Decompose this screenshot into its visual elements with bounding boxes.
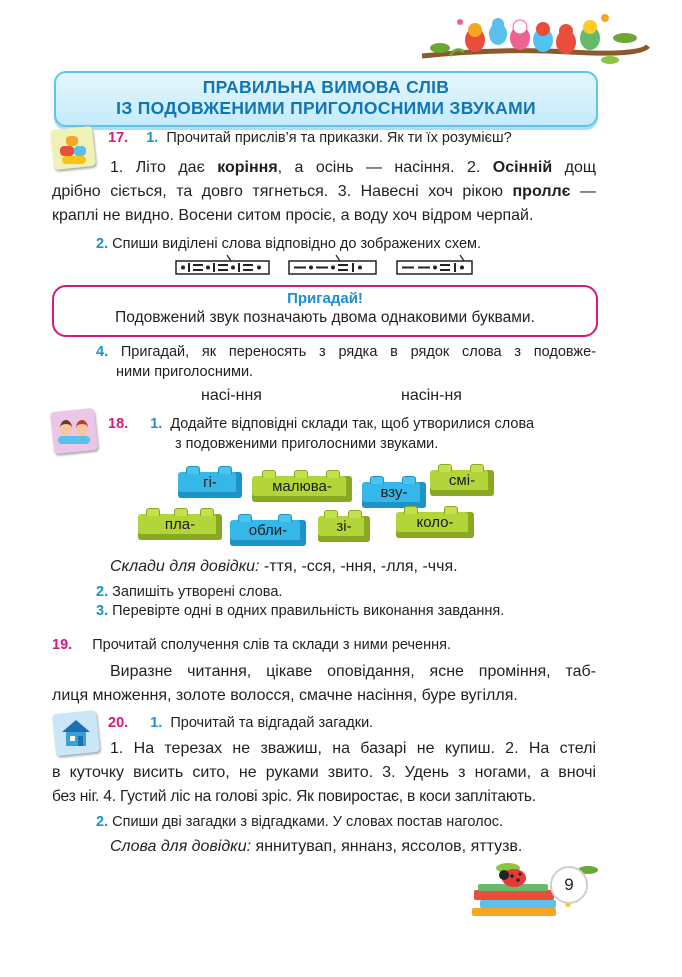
task-text: Спиши дві загадки з відгадками. У словах постав наголос. [112,814,504,830]
brick-label: смі- [448,471,476,489]
task-17-4 [96,342,596,382]
exercise-19-header [52,635,451,655]
bold-word: коріння [217,159,278,176]
page-number: 9 [564,875,574,894]
text: 1. Літо дає [110,159,218,176]
section-title-line2: ІЗ ПОДОВЖЕНИМИ ПРИГОЛОСНИМИ ЗВУКАМИ [116,98,536,118]
riddles-line-3: без ніг. 4. Густий ліс на голові зріс. Як повиростає, в коси заплітають. [52,788,536,805]
syllable-brick [138,514,222,540]
text: , а осінь — насіння. 2. [277,159,493,176]
task-number: 2. [96,814,109,830]
text: 1. На терезах не зважиш, на базарі не купиш. 2. На стелі [110,740,596,757]
brick-label: зі- [336,517,352,535]
task-18-3 [96,601,504,621]
bird-icon [465,23,485,52]
exercise-20-header [108,713,373,733]
exercise-17-header [108,128,512,148]
task-20-2 [96,812,503,832]
task-text: Запишіть утворені слова. [112,584,283,600]
bold-word: Осінній [492,159,553,176]
bold-word: проллє [512,183,571,200]
hyphenation-example-2: насін-ня [401,387,462,404]
syllable-brick [178,472,242,498]
task-number: 2. [96,236,109,252]
exercise-number: 19. [52,637,73,653]
task-number: 1. [146,130,159,146]
task-number: 3. [96,603,109,619]
riddles-line-1 [52,737,596,761]
books-ladybug-illustration [468,850,618,920]
task-17-2 [96,234,481,254]
text: дрібно сіється, та довго тягнеться. 3. Навесні хоч рікою [52,183,513,200]
task-text: Перевірте одні в одних правильність виконання завдання. [112,603,505,619]
syllable-brick [396,512,474,538]
exercise-number: 17. [108,130,129,146]
sound-scheme-3 [396,254,474,276]
task-number: 4. [96,344,109,360]
exercise-18-header [108,414,534,434]
proverb-line-3: краплі не видно. Восени ситом просіє, а воду хоч відром черпай. [52,207,534,224]
hint-text: яннитувап, яннанз, яссолов, яттузв. [251,838,523,855]
remember-box [52,285,598,337]
brick-label: пла- [164,515,196,533]
task-text: Спиши виділені слова відповідно до зображених схем. [112,236,482,252]
remember-heading: Пригадай! [287,290,363,307]
brick-label: коло- [416,513,454,531]
text: Виразне читання, цікаве оповідання, ясне проміння, таб- [110,663,596,680]
brick-label: гі- [203,473,217,491]
syllables-hint [110,555,458,579]
proverb-line-1 [52,156,596,180]
syllable-brick [430,470,494,496]
syllable-brick [252,476,352,502]
hint-label: Слова для довідки: [110,838,252,855]
hint-label: Склади для довідки: [110,558,260,575]
syllable-brick [230,520,306,546]
sound-scheme-2 [288,254,378,276]
brick-label: обли- [248,521,288,539]
task-text: Прочитай сполучення слів та склади з ними речення. [92,637,451,653]
word-combinations-line-1 [52,660,596,684]
task-number: 2. [96,584,109,600]
exercise-number: 20. [108,715,129,731]
proverb-line-2 [52,180,596,204]
syllable-brick [318,516,370,542]
task-text: Прочитай прислів’я та приказки. Як ти їх розумієш? [166,130,512,146]
remember-text: Подовжений звук позначають двома однаковими буквами. [115,309,535,326]
section-title-box [54,71,598,127]
word-combinations-line-2: лиця множення, золоте волосся, смачне насіння, буре вугілля. [52,687,518,704]
task-text: ними приголосними. [116,364,254,380]
exercise-number: 18. [108,416,129,432]
brick-label: малюва- [272,477,332,495]
task-number: 1. [150,416,163,432]
task-text: Додайте відповідні склади так, щоб утворилися слова [170,416,535,432]
pair-work-icon [52,410,96,452]
brick-label: взу- [380,483,408,501]
task-text: Пригадай, як переносять з рядка в рядок слова з подовже- [120,344,597,360]
task-text: Прочитай та відгадай загадки. [170,715,374,731]
text: — [570,183,597,200]
page-number-badge [550,866,588,904]
riddles-line-2: в куточку висить сито, не руками звито. 3. Удень з ногами, а вночі [52,764,596,781]
sound-scheme-1 [175,254,271,276]
text: дощ [552,159,597,176]
hyphenation-example-1: насі-ння [201,387,262,404]
section-title-line1: ПРАВИЛЬНА ВИМОВА СЛІВ [202,77,450,97]
task-text: з подовженими приголосними звуками. [175,436,439,452]
words-hint [110,835,522,859]
hint-text: -ття, -сся, -ння, -лля, -ччя. [259,558,458,575]
task-18-2 [96,582,282,602]
birds-on-branch-illustration [420,8,650,70]
task-number: 1. [150,715,163,731]
